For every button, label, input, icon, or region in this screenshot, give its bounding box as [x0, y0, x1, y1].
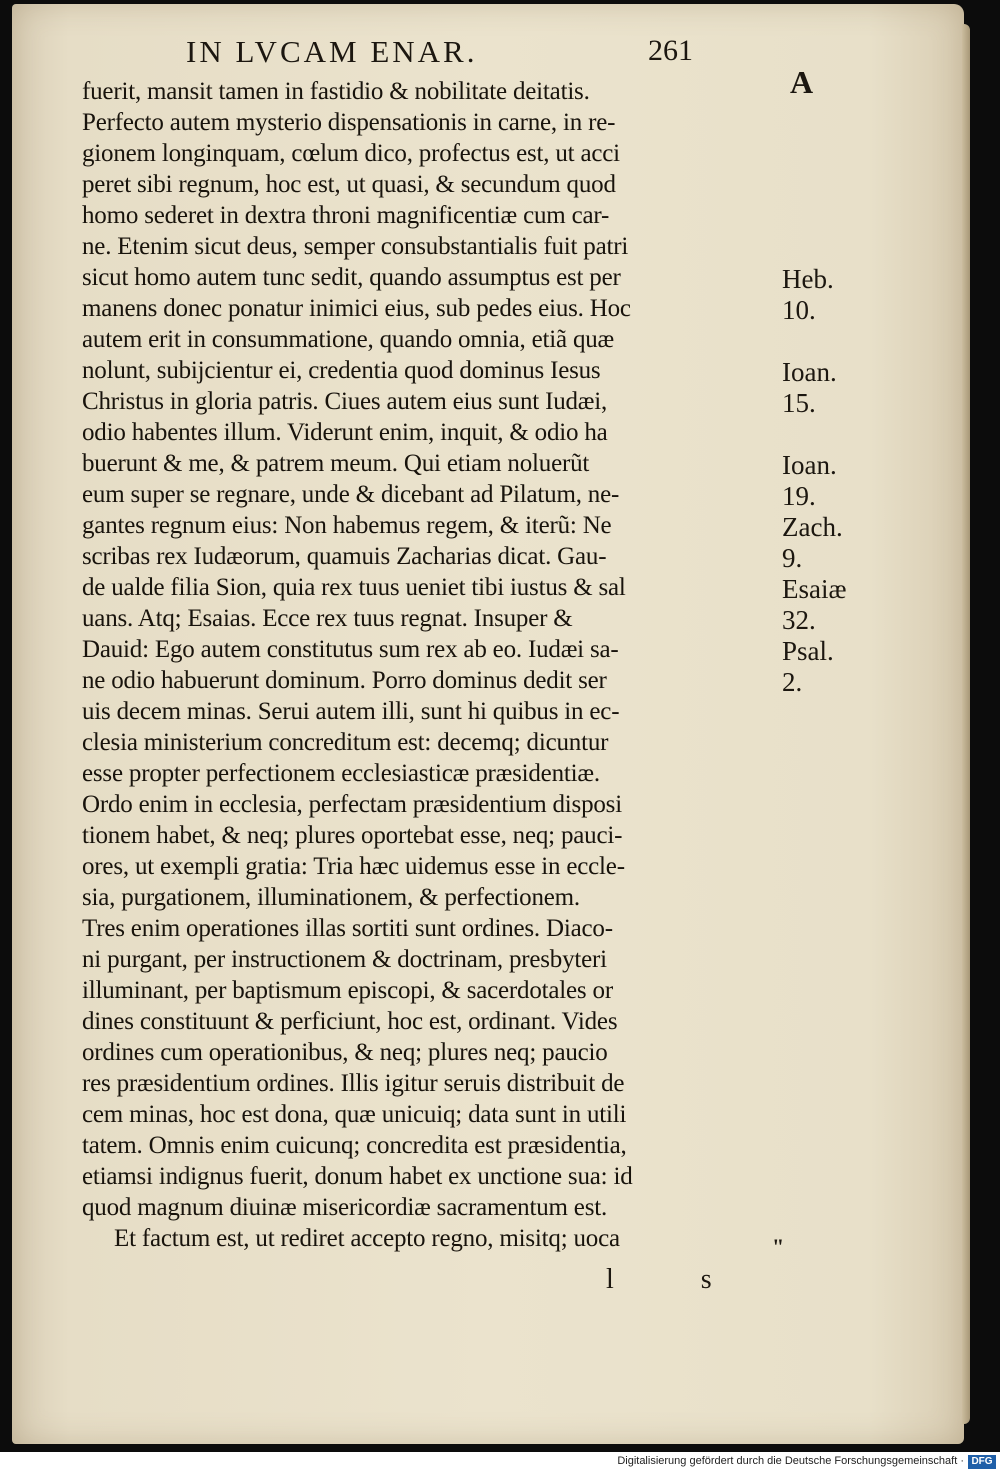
margin-note: 32.: [782, 605, 816, 635]
page-edge: [962, 24, 970, 1424]
text-line: fuerit, mansit tamen in fastidio & nobilitate deitatis.: [82, 78, 590, 105]
running-head: IN LVCAM ENAR.: [186, 34, 478, 69]
text-line: ne. Etenim sicut deus, semper consubstantialis fuit patri: [82, 233, 629, 260]
text-line: clesia ministerium concreditum est: decemq; dicuntur: [82, 729, 609, 756]
text-line: ordines cum operationibus, & neq; plures neq; paucio: [82, 1039, 608, 1066]
text-line: homo sederet in dextra throni magnificentiæ cum car-: [82, 202, 610, 229]
text-line: sia, purgationem, illuminationem, & perfectionem.: [82, 884, 580, 911]
text-line: de ualde filia Sion, quia rex tuus ueniet tibi iustus & sal: [82, 574, 626, 601]
margin-note: Heb.: [782, 264, 834, 294]
margin-note: 9.: [782, 543, 803, 573]
text-line: tatem. Omnis enim cuicunq; concredita est præsidentia,: [82, 1132, 627, 1159]
text-line: uans. Atq; Esaias. Ecce rex tuus regnat. Insuper &: [82, 605, 573, 632]
text-line: Tres enim operationes illas sortiti sunt ordines. Diaco-: [82, 915, 613, 942]
text-line: sicut homo autem tunc sedit, quando assumptus est per: [82, 264, 621, 291]
text-line: cem minas, hoc est dona, quæ unicuiq; data sunt in utili: [82, 1101, 627, 1128]
page-number: 261: [648, 34, 693, 67]
text-line: Perfecto autem mysterio dispensationis in carne, in re-: [82, 109, 616, 136]
text-line: tionem habet, & neq; plures oportebat esse, neq; pauci-: [82, 822, 623, 849]
text-line: quod magnum diuinæ misericordiæ sacramentum est.: [82, 1194, 608, 1221]
text-line: res præsidentium ordines. Illis igitur seruis distribuit de: [82, 1070, 625, 1097]
text-line: uis decem minas. Serui autem illi, sunt hi quibus in ec-: [82, 698, 620, 725]
text-line: dines constituunt & perficiunt, hoc est, ordinant. Vides: [82, 1008, 618, 1035]
text-line: gantes regnum eius: Non habemus regem, & iterũ: Ne: [82, 512, 612, 539]
dfg-logo-icon: DFG: [968, 1455, 996, 1469]
margin-note: 15.: [782, 388, 816, 418]
text-line: odio habentes illum. Viderunt enim, inquit, & odio ha: [82, 419, 608, 446]
text-line: manens donec ponatur inimici eius, sub pedes eius. Hoc: [82, 295, 631, 322]
margin-note: 2.: [782, 667, 803, 697]
text-line: scribas rex Iudæorum, quamuis Zacharias dicat. Gau-: [82, 543, 607, 570]
text-line: Et factum est, ut rediret accepto regno, misitq; uoca: [114, 1225, 620, 1252]
text-line: esse propter perfectionem ecclesiasticæ præsidentiæ.: [82, 760, 600, 787]
signature-mark: l s: [606, 1264, 752, 1295]
margin-note: Ioan.: [782, 450, 837, 480]
text-line: gionem longinquam, cœlum dico, profectus est, ut acci: [82, 140, 620, 167]
credit-bar: [0, 1452, 1000, 1474]
margin-note: Psal.: [782, 636, 834, 666]
text-line: Christus in gloria patris. Ciues autem eius sunt Iudæi,: [82, 388, 608, 415]
text-line: illuminant, per baptismum episcopi, & sacerdotales or: [82, 977, 613, 1004]
margin-note: Esaiæ: [782, 574, 847, 604]
body-text: [82, 76, 772, 1254]
text-line: ni purgant, per instructionem & doctrinam, presbyteri: [82, 946, 607, 973]
text-line: buerunt & me, & patrem meum. Qui etiam noluerũt: [82, 450, 590, 477]
text-line: etiamsi indignus fuerit, donum habet ex unctione sua: id: [82, 1163, 633, 1190]
text-line: autem erit in consummatione, quando omnia, etiã quæ: [82, 326, 615, 353]
section-letter: A: [790, 64, 814, 100]
margin-note: Zach.: [782, 512, 843, 542]
text-line: Dauid: Ego autem constitutus sum rex ab eo. Iudæi sa-: [82, 636, 619, 663]
margin-note: Ioan.: [782, 357, 837, 387]
catchword-mark: ": [772, 1234, 785, 1259]
text-line: ores, ut exempli gratia: Tria hæc uidemus esse in eccle-: [82, 853, 625, 880]
margin-note: 10.: [782, 295, 816, 325]
text-line: Ordo enim in ecclesia, perfectam præsidentium disposi: [82, 791, 622, 818]
text-line: nolunt, subijcientur ei, credentia quod dominus Iesus: [82, 357, 601, 384]
text-line: eum super se regnare, unde & dicebant ad Pilatum, ne-: [82, 481, 620, 508]
text-line: ne odio habuerunt dominum. Porro dominus dedit ser: [82, 667, 607, 694]
digitization-credit: Digitalisierung gefördert durch die Deutsche Forschungsgemeinschaft ·: [617, 1455, 964, 1467]
margin-note: 19.: [782, 481, 816, 511]
text-line: peret sibi regnum, hoc est, ut quasi, & secundum quod: [82, 171, 616, 198]
